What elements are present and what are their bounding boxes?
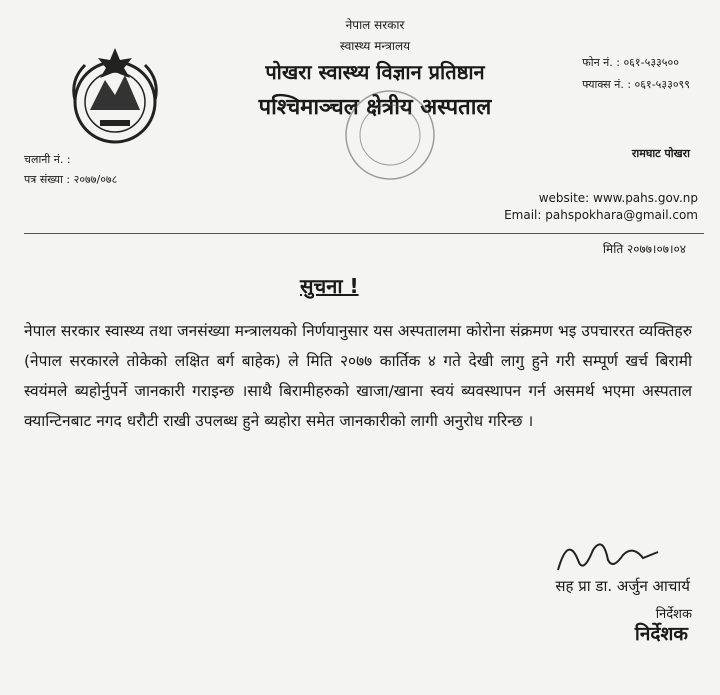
chalani-number: चलानी नं. : <box>24 153 71 166</box>
notice-body: नेपाल सरकार स्वास्थ्य तथा जनसंख्या मन्त्रालयको निर्णयानुसार यस अस्पतालमा कोरोना संक्रमण भइ उपचाररत व्यक्तिहरु (नेपाल सरकारले तोकेको लक्षित बर्ग बाहेक) ले मिति २०७७ कार्तिक ४ गते देखी लागु हुने गरी सम्पूर्ण खर्च बिरामी स्वयंमले ब्यहोर्नुपर्ने जानकारी गराइन्छ ।साथै बिरामीहरुको खाजा/खाना स्वयं ब्यवस्थापन गर्न असमर्थ भएमा अस्पताल क्यान्टिनबाट नगद धरौटी राखी उपलब्ध हुने ब्यहोरा समेत जानकारीको लागी अनुरोध गरिन्छ । <box>24 322 692 430</box>
signer-title: निर्देशक <box>634 623 688 645</box>
office-stamp <box>335 85 445 185</box>
government-name: नेपाल सरकार <box>345 18 405 32</box>
ministry-name: स्वास्थ्य मन्त्रालय <box>339 39 411 53</box>
email: Email: pahspokhara@gmail.com <box>504 208 698 222</box>
location: रामघाट पोखरा <box>631 147 690 160</box>
phone-number: फोन नं. : ०६१-५३३५०० <box>582 56 679 69</box>
header-divider <box>24 233 704 234</box>
web-contact <box>504 190 698 224</box>
institute-name: पोखरा स्वास्थ्य विज्ञान प्रतिष्ठान <box>265 60 485 84</box>
fax-number: फ्याक्स नं. : ०६१-५३३०९९ <box>582 78 690 91</box>
signer-name: सह प्रा डा. अर्जुन आचार्य <box>555 577 690 595</box>
signer-title-small: निर्देशक <box>655 607 692 622</box>
letter-date: मिति २०७७।०७।०४ <box>602 242 686 256</box>
notice-title: सुचना ! <box>300 274 359 298</box>
contact-numbers <box>582 52 690 96</box>
nepal-emblem-icon <box>60 40 170 150</box>
website: website: www.pahs.gov.np <box>538 191 698 205</box>
letter-number: पत्र संख्या : २०७७/०७८ <box>24 173 118 186</box>
handwritten-signature <box>548 530 668 580</box>
reference-info <box>24 150 117 190</box>
hospital-name: पश्चिमाञ्चल क्षेत्रीय अस्पताल <box>258 95 492 120</box>
